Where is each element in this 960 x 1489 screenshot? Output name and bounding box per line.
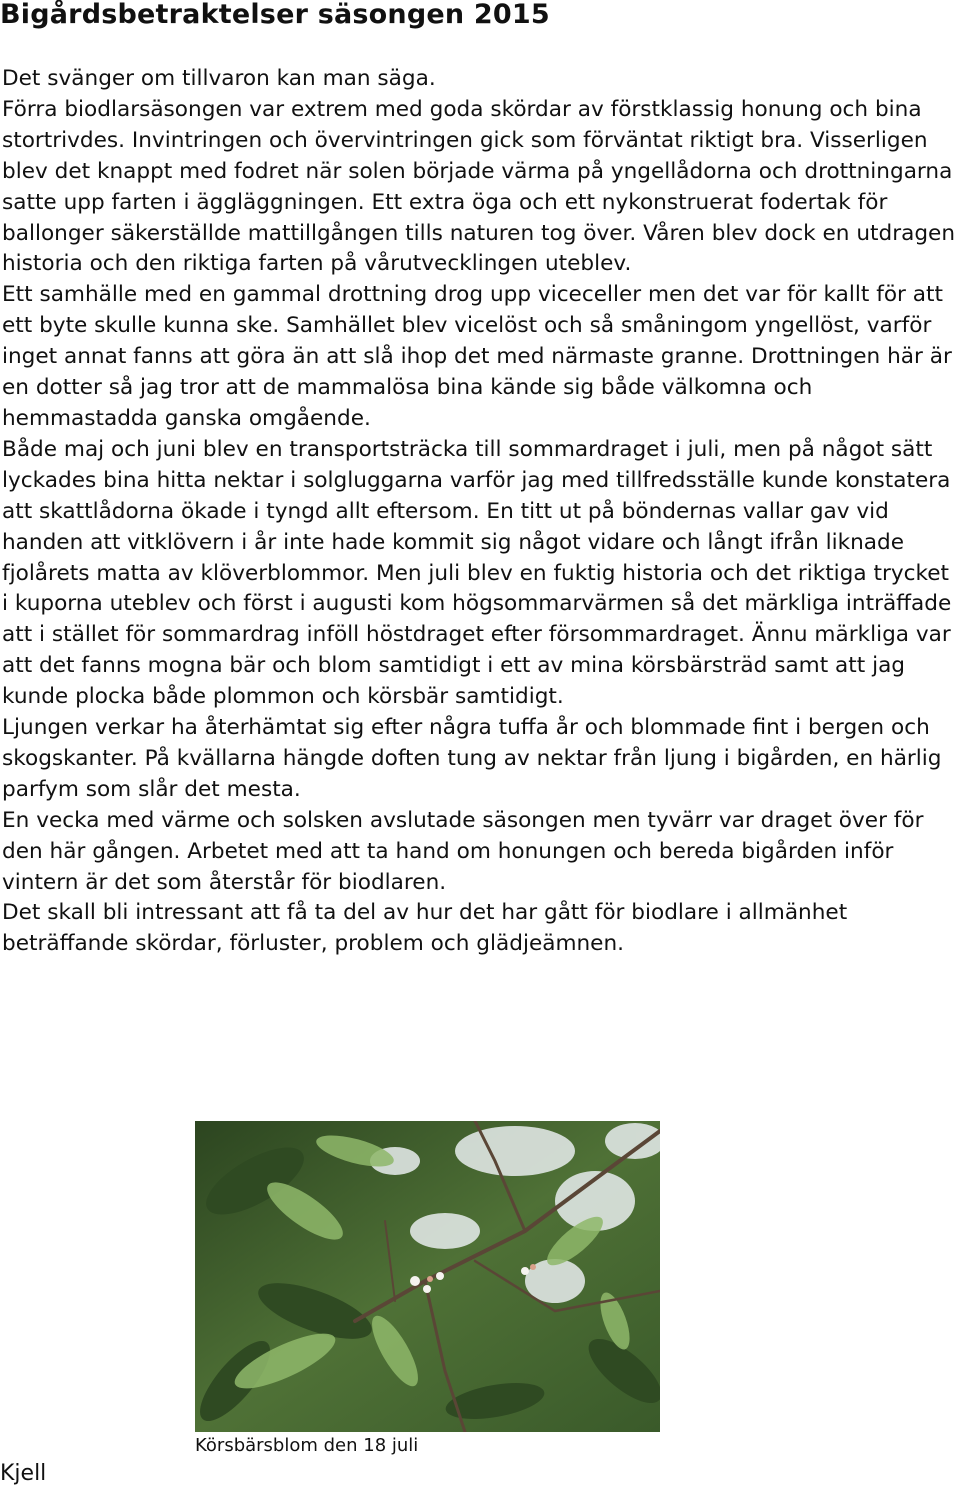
paragraph: Förra biodlarsäsongen var extrem med goda skördar av förstklassig honung och bina stortrivdes. Invintringen och övervintringen gick som förväntat riktigt bra. Visserligen blev det knappt med fodret när solen började värma på yngellådorna och drottningarna satte upp farten i äggläggningen. Ett extra öga och ett nykonstruerat fodertak för ballonger säkerställde mattillgången tills naturen tog över. Våren blev dock en utdragen historia och den riktiga farten på vårutvecklingen uteblev. bbox=[2, 96, 956, 277]
article-body bbox=[2, 64, 959, 960]
cherry-blossom-photo bbox=[195, 1121, 660, 1432]
paragraph: Ljungen verkar ha återhämtat sig efter några tuffa år och blommade fint i bergen och skogskanter. På kvällarna hängde doften tung av nektar från ljung i bigården, en härlig parfym som slår det mesta. bbox=[2, 715, 942, 802]
paragraph: Både maj och juni blev en transportsträcka till sommardraget i juli, men på något sätt lyckades bina hitta nektar i solgluggarna varför jag med tillfredsställe kunde konstatera att skattlådorna ökade i tyngd allt eftersom. En titt ut på böndernas vallar gav vid handen att vitklövern i år inte hade kommit sig något vidare och långt ifrån liknade fjolårets matta av klöverblommor. Men juli blev en fuktig historia och det riktiga trycket i kuporna uteblev och först i augusti kom högsommarvärmen så det märkliga inträffade att i stället för sommardrag inföll höstdraget efter försommardraget. Ännu märkliga var att det fanns mogna bär och blom samtidigt i ett av mina körsbärsträd samt att jag kunde plocka både plommon och körsbär samtidigt. bbox=[2, 436, 952, 710]
paragraph: Ett samhälle med en gammal drottning drog upp viceceller men det var för kallt för att ett byte skulle kunna ske. Samhället blev vicelöst och så småningom yngellöst, varför inget annat fanns att göra än att slå ihop det med närmaste granne. Drottningen här är en dotter så jag tror att de mammalösa bina kände sig både välkomna och hemmastadda ganska omgående. bbox=[2, 282, 952, 431]
paragraph: Det svänger om tillvaron kan man säga. bbox=[2, 66, 436, 91]
page-title: Bigårdsbetraktelser säsongen 2015 bbox=[0, 0, 550, 30]
signature: Kjell bbox=[0, 1461, 47, 1486]
paragraph: Det skall bli intressant att få ta del av hur det har gått för biodlare i allmänhet beträffande skördar, förluster, problem och glädjeämnen. bbox=[2, 900, 848, 957]
photo-caption: Körsbärsblom den 18 juli bbox=[195, 1435, 419, 1456]
paragraph: En vecka med värme och solsken avslutade säsongen men tyvärr var draget över för den här gången. Arbetet med att ta hand om honungen och bereda bigården inför vintern är det som återstår för biodlaren. bbox=[2, 807, 924, 895]
cherry-branch-illustration bbox=[195, 1121, 660, 1432]
